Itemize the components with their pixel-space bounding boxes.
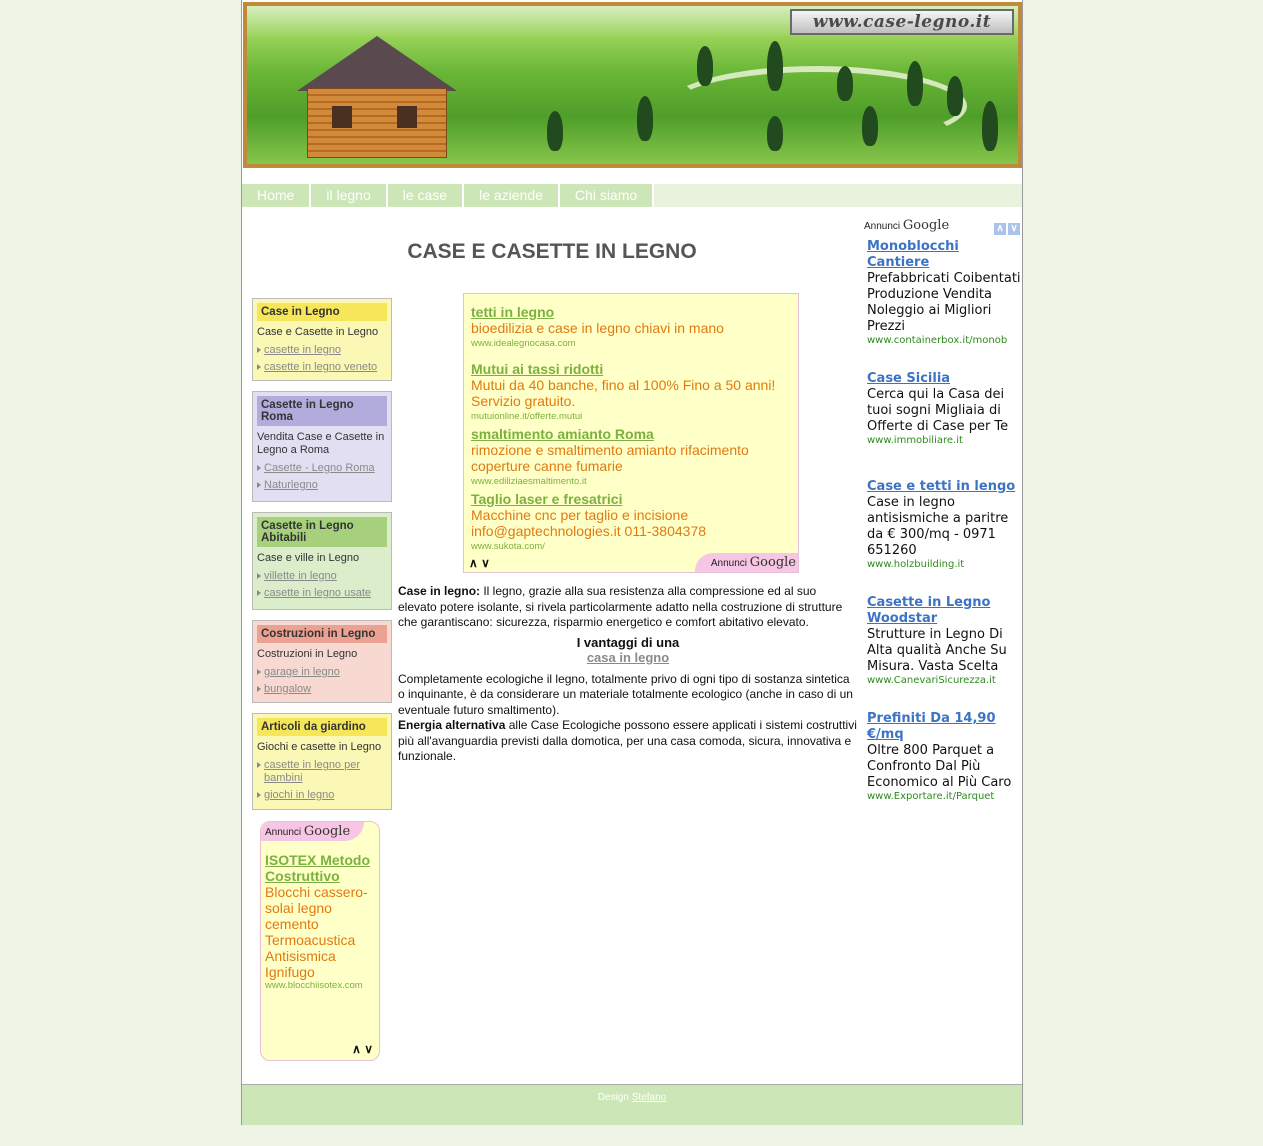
- main-nav: [242, 184, 1022, 207]
- ad-title-link[interactable]: tetti in legno: [471, 304, 555, 320]
- tree-icon: [637, 96, 653, 141]
- ad-prev-icon[interactable]: ∧: [994, 223, 1006, 235]
- ad-url[interactable]: www.CanevariSicurezza.it: [867, 675, 996, 686]
- right-ad-item: [867, 711, 1022, 802]
- nav-il-legno[interactable]: il legno: [311, 184, 387, 207]
- sidebar-link[interactable]: casette in legno usate: [257, 587, 387, 600]
- article-para2: Completamente ecologiche il legno, totalmente privo di ogni tipo di sostanza sintetica o inquinante, è da considerare un materiale totalmente ecologico (anche in caso di un eventuale futuro smaltimento).: [398, 671, 853, 717]
- google-logo: Google: [303, 824, 351, 839]
- sidebar-box-casette-roma: [252, 391, 392, 502]
- google-ads-badge[interactable]: Annunci Google: [864, 218, 950, 233]
- right-google-ads: [864, 216, 1022, 802]
- right-ad-item: [867, 479, 1022, 570]
- sidebar-box-articoli-giardino: [252, 713, 392, 810]
- google-ads-badge[interactable]: Annunci Google: [695, 553, 798, 572]
- sidebar-link[interactable]: casette in legno veneto: [257, 361, 387, 374]
- ad-url[interactable]: www.ediliziaesmaltimento.it: [471, 476, 587, 487]
- ad-nav-arrows: [469, 556, 490, 570]
- left-google-ad: [260, 821, 380, 1061]
- tree-icon: [697, 46, 713, 86]
- energy-bold: Energia alternativa: [398, 718, 506, 732]
- ad-url[interactable]: mutuionline.it/offerte.mutui: [471, 411, 583, 422]
- ad-title-link[interactable]: smaltimento amianto Roma: [471, 426, 654, 442]
- footer-author-link[interactable]: Stefano: [631, 1092, 667, 1103]
- vantaggi-title: I vantaggi di una: [576, 634, 680, 650]
- ad-url[interactable]: www.containerbox.it/monob: [867, 335, 1008, 346]
- google-logo: Google: [902, 218, 950, 233]
- ad-item: [471, 304, 791, 349]
- article-energy: [398, 718, 858, 765]
- sidebar-box-desc: Case e ville in Legno: [257, 552, 360, 564]
- ad-nav-arrows: [352, 1042, 373, 1056]
- sidebar-link[interactable]: Casette - Legno Roma: [257, 462, 387, 475]
- ad-title-link[interactable]: Case Sicilia: [867, 371, 951, 386]
- ad-item: [471, 426, 791, 487]
- sidebar-box-heading: Costruzioni in Legno: [257, 625, 387, 643]
- sidebar-link[interactable]: villette in legno: [257, 570, 387, 583]
- sidebar-box-heading: Articoli da giardino: [257, 718, 387, 736]
- sidebar-box-casette-abitabili: [252, 512, 392, 610]
- ad-item: [471, 361, 791, 422]
- sidebar-box-desc: Giochi e casette in Legno: [257, 741, 382, 753]
- ad-description: Macchine cnc per taglio e incisione info@gaptechnologies.it 011-3804378: [471, 507, 707, 539]
- ad-nav-arrows: [992, 218, 1020, 236]
- sidebar-link[interactable]: garage in legno: [257, 666, 387, 679]
- ad-title-link[interactable]: Mutui ai tassi ridotti: [471, 361, 604, 377]
- sidebar-link[interactable]: Naturlegno: [257, 479, 387, 492]
- ad-title-link[interactable]: Taglio laser e fresatrici: [471, 491, 623, 507]
- casa-in-legno-link[interactable]: casa in legno: [586, 650, 670, 665]
- nav-le-aziende[interactable]: le aziende: [464, 184, 560, 207]
- ad-description: Blocchi cassero-solai legno cemento Termoacustica Antisismica Ignifugo: [265, 884, 368, 980]
- ad-next-icon[interactable]: ∨: [481, 556, 490, 570]
- energy-text: alle Case Ecologiche possono essere applicati i sistemi costruttivi più all'avanguardia previsti dalla domotica, per una casa comoda, sicura, innovativa e funzionale.: [398, 718, 857, 763]
- ad-title-link[interactable]: Monoblocchi Cantiere: [867, 239, 959, 270]
- sidebar-box-desc: Case e Casette in Legno: [257, 326, 379, 338]
- ad-url[interactable]: www.holzbuilding.it: [867, 559, 965, 570]
- right-ads-header: [864, 216, 1022, 238]
- tree-icon: [982, 101, 998, 151]
- google-ads-badge[interactable]: Annunci Google: [261, 822, 364, 841]
- ad-url[interactable]: www.Exportare.it/Parquet: [867, 791, 995, 802]
- page-title: CASE E CASETTE IN LEGNO: [407, 240, 697, 263]
- tree-icon: [767, 116, 783, 151]
- nav-le-case[interactable]: le case: [388, 184, 464, 207]
- sidebar-box-desc: Costruzioni in Legno: [257, 648, 358, 660]
- article-body: [398, 584, 858, 765]
- ad-description: Mutui da 40 banche, fino al 100% Fino a 50 anni! Servizio gratuito.: [471, 377, 776, 409]
- center-google-ad: [463, 293, 799, 573]
- article-intro-bold: Case in legno:: [398, 584, 481, 598]
- nav-chi-siamo[interactable]: Chi siamo: [560, 184, 654, 207]
- tree-icon: [547, 111, 563, 151]
- sidebar-box-heading: Casette in Legno Abitabili: [257, 517, 387, 547]
- ad-description: Cerca qui la Casa dei tuoi sogni Migliaia di Offerte di Case per Te: [867, 387, 1009, 434]
- vantaggi-heading: [398, 635, 858, 666]
- site-url: www.case-legno.it: [812, 12, 992, 32]
- sidebar-link[interactable]: casette in legno per bambini: [257, 759, 387, 785]
- article-intro-text: Il legno, grazie alla sua resistenza alla compressione ed al suo elevato potere isolante, si rivela particolarmente adatto nella costruzione di strutture che garantiscano: sicurezza, risparmio energetico e comfort abitativo elevato.: [398, 584, 843, 629]
- ad-prev-icon[interactable]: ∧: [352, 1042, 361, 1056]
- ad-title-link[interactable]: Casette in Legno Woodstar: [867, 595, 991, 626]
- sidebar-link[interactable]: casette in legno: [257, 344, 387, 357]
- page: [241, 0, 1023, 1125]
- ad-url[interactable]: www.immobiliare.it: [867, 435, 963, 446]
- wooden-house-illustration: [277, 36, 467, 161]
- ad-next-icon[interactable]: ∨: [1008, 223, 1020, 235]
- ad-description: bioedilizia e case in legno chiavi in mano: [471, 320, 724, 336]
- sidebar-box-heading: Case in Legno: [257, 303, 387, 321]
- ad-url[interactable]: www.sukota.com/: [471, 541, 545, 552]
- google-logo: Google: [749, 555, 796, 570]
- tree-icon: [837, 66, 853, 101]
- nav-home[interactable]: Home: [242, 184, 311, 207]
- sidebar-box-case-in-legno: [252, 298, 392, 381]
- ad-description: rimozione e smaltimento amianto rifacimento coperture canne fumarie: [471, 442, 749, 474]
- footer-label: Design: [597, 1092, 629, 1103]
- ad-url[interactable]: www.idealegnocasa.com: [471, 338, 576, 349]
- sidebar-box-desc: Vendita Case e Casette in Legno a Roma: [257, 431, 385, 456]
- ad-description: Case in legno antisismiche a paritre da € 300/mq - 0971 651260: [867, 495, 1009, 558]
- tree-icon: [907, 61, 923, 106]
- ad-item: [471, 491, 791, 552]
- footer: [242, 1084, 1022, 1125]
- tree-icon: [947, 76, 963, 116]
- right-ad-item: [867, 239, 1022, 346]
- sidebar-link[interactable]: bungalow: [257, 683, 387, 696]
- ad-prev-icon[interactable]: ∧: [469, 556, 478, 570]
- right-ad-item: [867, 371, 1022, 446]
- sidebar-link[interactable]: giochi in legno: [257, 789, 387, 802]
- ad-next-icon[interactable]: ∨: [364, 1042, 373, 1056]
- ad-description: Strutture in Legno Di Alta qualità Anche Su Misura. Vasta Scelta: [867, 627, 1007, 674]
- ad-url[interactable]: www.blocchiisotex.com: [265, 980, 363, 991]
- ad-description: Prefabbricati Coibentati Produzione Vendita Noleggio ai Migliori Prezzi: [867, 271, 1021, 334]
- article-intro: [398, 584, 858, 631]
- sidebar-box-costruzioni: [252, 620, 392, 703]
- right-ad-item: [867, 595, 1022, 686]
- ad-title-link[interactable]: ISOTEX Metodo Costruttivo: [265, 852, 370, 884]
- tree-icon: [767, 41, 783, 91]
- sidebar-box-heading: Casette in Legno Roma: [257, 396, 387, 426]
- ad-title-link[interactable]: Case e tetti in lengo: [867, 479, 1016, 494]
- ad-description: Oltre 800 Parquet a Confronto Dal Più Economico al Più Caro: [867, 743, 1012, 790]
- ad-title-link[interactable]: Prefiniti Da 14,90 €/mq: [867, 711, 996, 742]
- header-banner: [243, 2, 1022, 168]
- site-url-badge: [790, 9, 1014, 35]
- tree-icon: [862, 106, 878, 146]
